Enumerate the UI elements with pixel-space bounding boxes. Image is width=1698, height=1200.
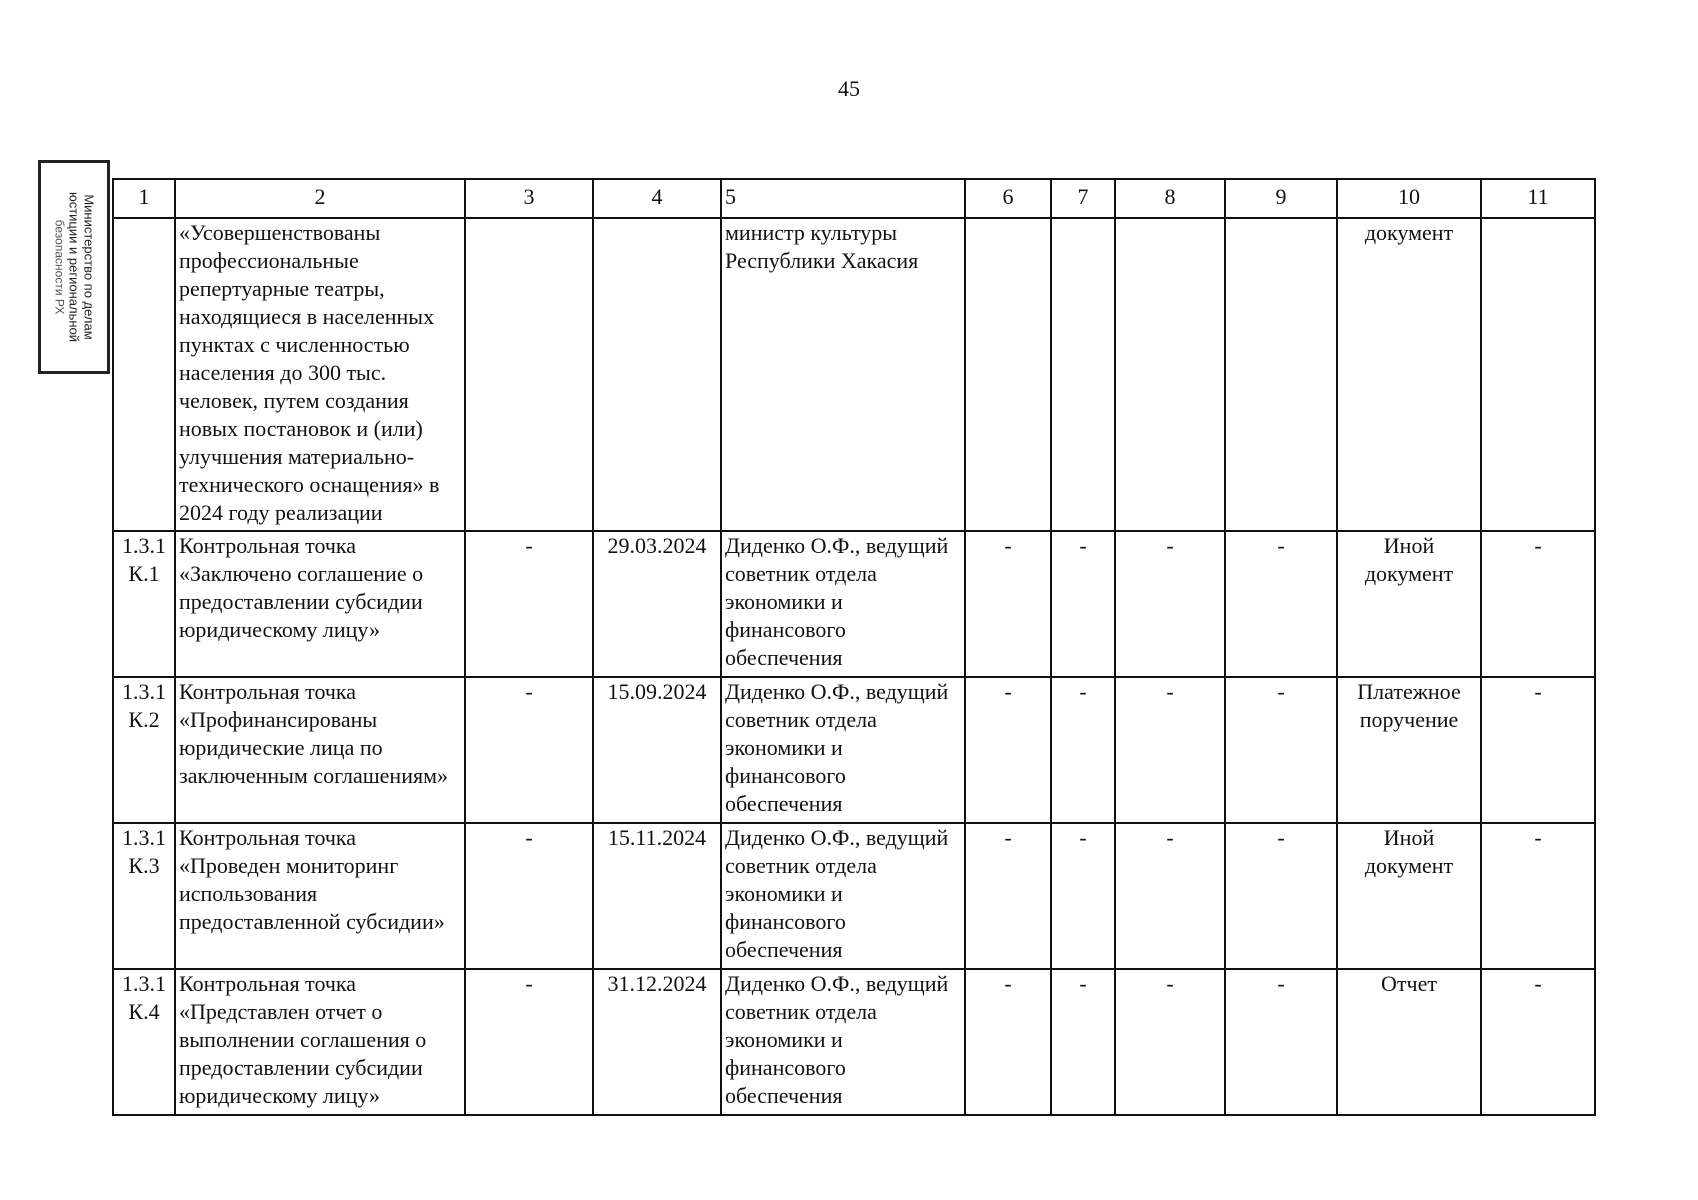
cell-col8: - <box>1115 677 1225 823</box>
cell-col6: - <box>965 823 1051 969</box>
table-row <box>113 531 1595 677</box>
cell-col9: - <box>1225 677 1337 823</box>
cell-number <box>113 969 175 1115</box>
column-header-8: 8 <box>1115 179 1225 218</box>
cell-description: Контрольная точка «Заключено соглашение о предоставлении субсидии юридическому лицу» <box>175 531 465 677</box>
cell-col7: - <box>1051 823 1115 969</box>
table-row <box>113 823 1595 969</box>
cell-description: «Усовершенствованы профессиональные репертуарные театры, находящиеся в населенных пунктах с численностью населения до 300 тыс. человек, путем создания новых постановок и (или) улучшения материально-технического оснащения» в 2024 году реализации <box>175 218 465 531</box>
column-header-7: 7 <box>1051 179 1115 218</box>
cell-col11: - <box>1481 531 1595 677</box>
cell-document-type: Иной документ <box>1337 531 1481 677</box>
cell-col4 <box>593 218 721 531</box>
registration-stamp <box>38 160 110 374</box>
cell-col3: - <box>465 823 593 969</box>
cell-description: Контрольная точка «Профинансированы юридические лица по заключенным соглашениям» <box>175 677 465 823</box>
cell-col6: - <box>965 677 1051 823</box>
cell-number-sub: К.4 <box>128 999 160 1024</box>
cell-document-type: Отчет <box>1337 969 1481 1115</box>
column-header-2: 2 <box>175 179 465 218</box>
cell-responsible: Диденко О.Ф., ведущий советник отдела экономики и финансового обеспечения <box>721 531 965 677</box>
cell-col8 <box>1115 218 1225 531</box>
cell-col9: - <box>1225 969 1337 1115</box>
cell-col9: - <box>1225 823 1337 969</box>
stamp-line: безопасности РХ <box>52 219 67 315</box>
cell-col3: - <box>465 969 593 1115</box>
table-row <box>113 969 1595 1115</box>
column-header-10: 10 <box>1337 179 1481 218</box>
cell-responsible: министр культуры Республики Хакасия <box>721 218 965 531</box>
cell-number-sub: К.3 <box>128 853 160 878</box>
cell-date: 15.09.2024 <box>593 677 721 823</box>
cell-number-main: 1.3.1 <box>122 825 166 850</box>
column-header-6: 6 <box>965 179 1051 218</box>
cell-description: Контрольная точка «Представлен отчет о выполнении соглашения о предоставлении субсидии юридическому лицу» <box>175 969 465 1115</box>
cell-col7 <box>1051 218 1115 531</box>
table-row <box>113 677 1595 823</box>
cell-col6 <box>965 218 1051 531</box>
column-header-9: 9 <box>1225 179 1337 218</box>
cell-number-sub: К.2 <box>128 707 160 732</box>
control-points-table <box>112 178 1596 1116</box>
cell-number-main: 1.3.1 <box>122 679 166 704</box>
cell-number <box>113 677 175 823</box>
cell-col11: - <box>1481 823 1595 969</box>
cell-col3: - <box>465 677 593 823</box>
cell-date: 15.11.2024 <box>593 823 721 969</box>
cell-responsible: Диденко О.Ф., ведущий советник отдела экономики и финансового обеспечения <box>721 677 965 823</box>
cell-description: Контрольная точка «Проведен мониторинг использования предоставленной субсидии» <box>175 823 465 969</box>
stamp-line: юстиции и региональной <box>66 191 82 343</box>
cell-col8: - <box>1115 969 1225 1115</box>
cell-col9: - <box>1225 531 1337 677</box>
cell-number-main: 1.3.1 <box>122 533 166 558</box>
cell-number <box>113 823 175 969</box>
cell-col11: - <box>1481 969 1595 1115</box>
cell-number-sub: К.1 <box>128 561 160 586</box>
cell-number <box>113 218 175 531</box>
page-number: 45 <box>838 76 860 101</box>
column-header-4: 4 <box>593 179 721 218</box>
cell-col7: - <box>1051 677 1115 823</box>
cell-number <box>113 531 175 677</box>
column-number-row <box>113 179 1595 218</box>
cell-col6: - <box>965 969 1051 1115</box>
column-header-11: 11 <box>1481 179 1595 218</box>
cell-document-type: документ <box>1337 218 1481 531</box>
cell-responsible: Диденко О.Ф., ведущий советник отдела экономики и финансового обеспечения <box>721 969 965 1115</box>
cell-date: 31.12.2024 <box>593 969 721 1115</box>
cell-col11: - <box>1481 677 1595 823</box>
cell-col7: - <box>1051 969 1115 1115</box>
column-header-1: 1 <box>113 179 175 218</box>
cell-date: 29.03.2024 <box>593 531 721 677</box>
stamp-line: Министерство по делам <box>81 194 97 340</box>
cell-document-type: Платежное поручение <box>1337 677 1481 823</box>
cell-col9 <box>1225 218 1337 531</box>
cell-col11 <box>1481 218 1595 531</box>
cell-responsible: Диденко О.Ф., ведущий советник отдела экономики и финансового обеспечения <box>721 823 965 969</box>
column-header-5: 5 <box>721 179 965 218</box>
cell-col3 <box>465 218 593 531</box>
cell-col7: - <box>1051 531 1115 677</box>
column-header-3: 3 <box>465 179 593 218</box>
cell-col8: - <box>1115 823 1225 969</box>
table-row-continuation <box>113 218 1595 531</box>
cell-col6: - <box>965 531 1051 677</box>
cell-document-type: Иной документ <box>1337 823 1481 969</box>
cell-number-main: 1.3.1 <box>122 971 166 996</box>
cell-col8: - <box>1115 531 1225 677</box>
cell-col3: - <box>465 531 593 677</box>
